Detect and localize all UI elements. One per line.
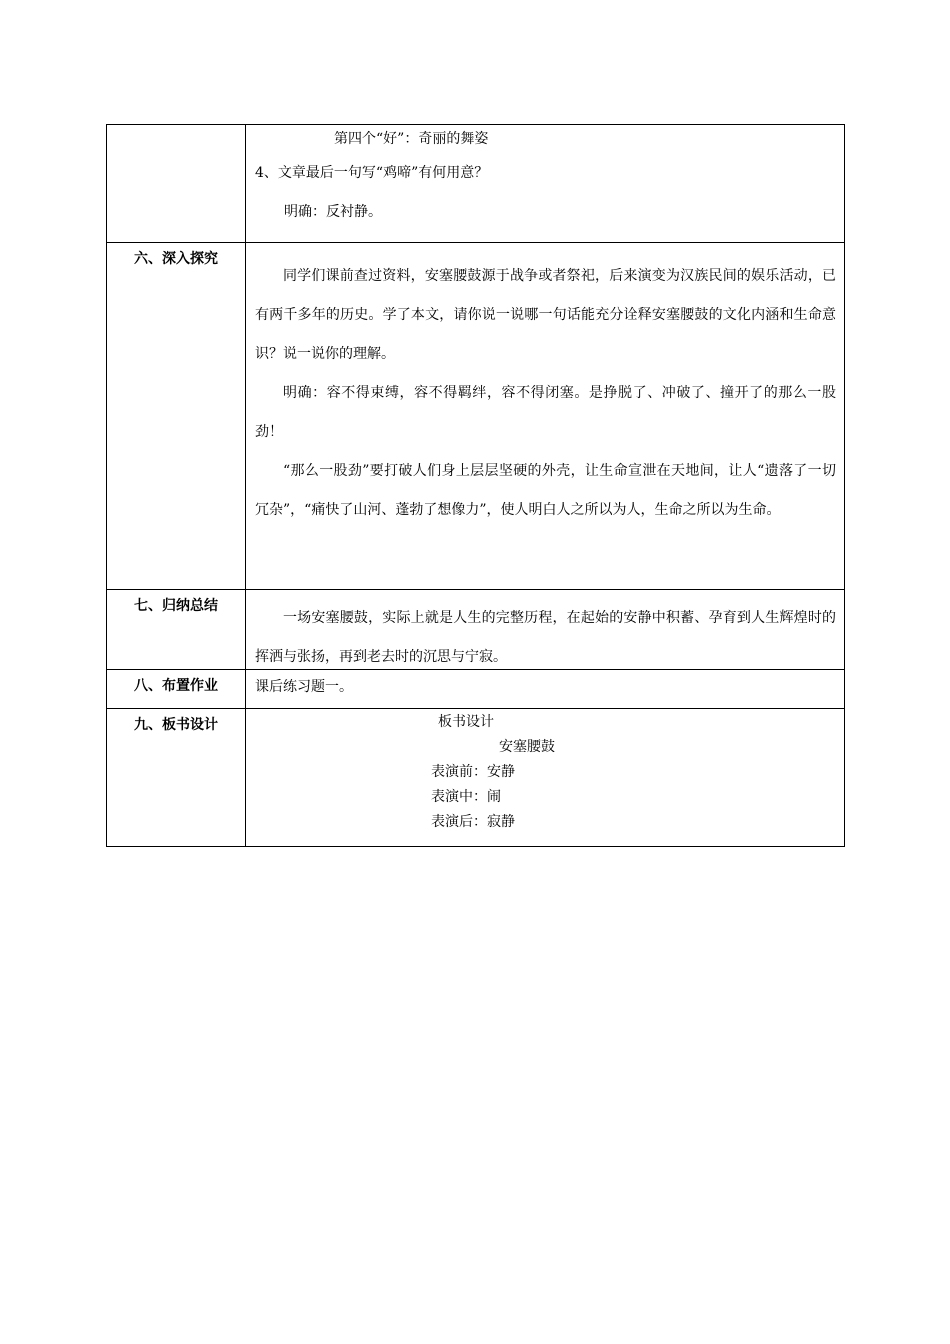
lesson-plan-table	[106, 124, 845, 847]
board-title: 板书设计	[438, 714, 494, 730]
row-label-cell	[107, 709, 246, 847]
row-label-cell	[107, 590, 246, 670]
row-label: 九、板书设计	[134, 717, 218, 733]
table-row	[107, 125, 845, 243]
row-label: 七、归纳总结	[134, 598, 218, 614]
paragraph: 一场安塞腰鼓，实际上就是人生的完整历程，在起始的安静中积蓄、孕育到人生辉煌时的挥洒与张扬，再到老去时的沉思与宁寂。	[255, 610, 836, 665]
answer-line: 明确：反衬静。	[284, 204, 382, 220]
text-line: 第四个“好”：奇丽的舞姿	[334, 131, 489, 147]
question-line: 4、文章最后一句写“鸡啼”有何用意？	[255, 165, 489, 181]
row-label-cell	[107, 243, 246, 590]
row-label-cell	[107, 125, 246, 243]
board-heading: 安塞腰鼓	[499, 739, 555, 755]
row-content-cell	[246, 590, 845, 670]
row-content-cell	[246, 125, 845, 243]
table-row	[107, 709, 845, 847]
row-label-cell	[107, 670, 246, 709]
paragraph: “那么一股劲”要打破人们身上层层坚硬的外壳，让生命宣泄在天地间，让人“遗落了一切冗杂”，“痛快了山河、蓬勃了想像力”，使人明白人之所以为人，生命之所以为生命。	[255, 463, 836, 518]
board-line: 表演前：安静	[431, 764, 515, 780]
row-content-cell	[246, 709, 845, 847]
paragraph: 同学们课前查过资料，安塞腰鼓源于战争或者祭祀，后来演变为汉族民间的娱乐活动，已有两千多年的历史。学了本文，请你说一说哪一句话能充分诠释安塞腰鼓的文化内涵和生命意识？说一说你的理解。	[255, 268, 836, 362]
paragraph: 明确：容不得束缚，容不得羁绊，容不得闭塞。是挣脱了、冲破了、撞开了的那么一股劲！	[255, 385, 836, 440]
row-label	[107, 125, 245, 131]
row-label: 八、布置作业	[134, 678, 218, 694]
row-content-cell	[246, 243, 845, 590]
table-row	[107, 590, 845, 670]
table-row	[107, 243, 845, 590]
homework-text: 课后练习题一。	[255, 679, 353, 695]
board-line: 表演后：寂静	[431, 814, 515, 830]
board-line: 表演中：闹	[431, 789, 501, 805]
row-label: 六、深入探究	[134, 251, 218, 267]
